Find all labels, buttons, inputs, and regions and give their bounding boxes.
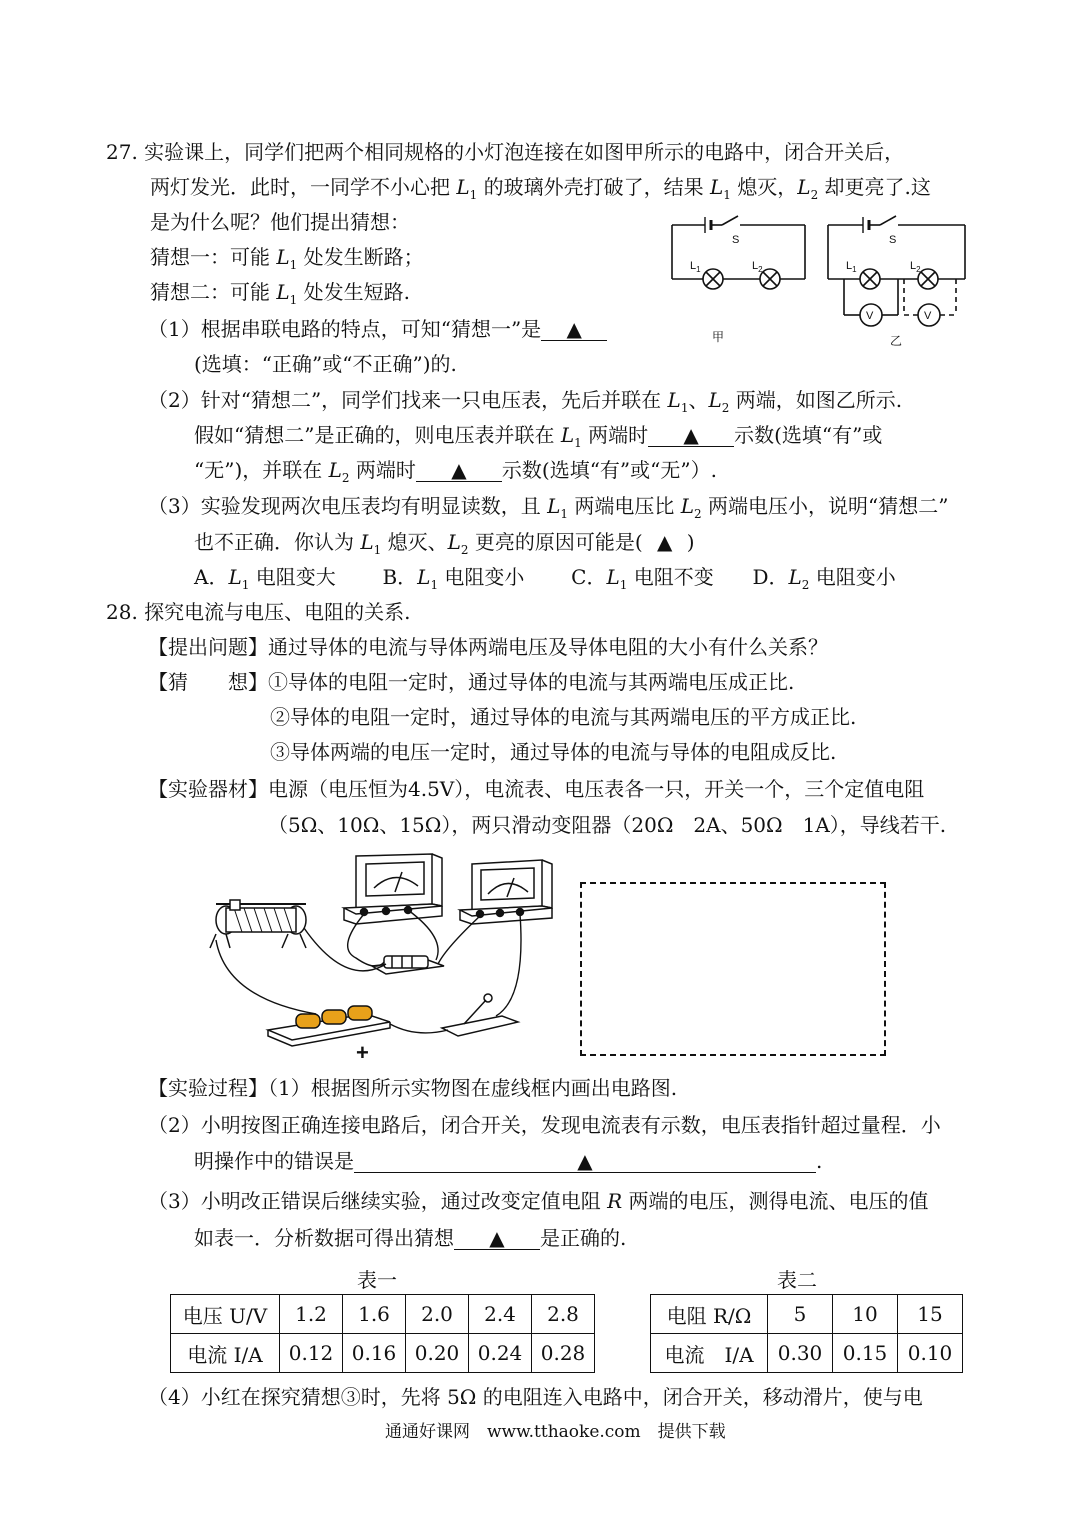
option-c[interactable] xyxy=(571,565,714,592)
var-L: L xyxy=(228,565,242,589)
var-L: L xyxy=(680,494,695,518)
battery-plus-sign: + xyxy=(356,1040,369,1064)
voltmeter-device xyxy=(344,854,442,924)
var-L: L xyxy=(447,530,461,554)
q28-proc3a xyxy=(148,1187,929,1215)
sub-1: 1 xyxy=(289,293,298,307)
switch-label-yi: S xyxy=(889,234,897,246)
table1-caption: 表一 xyxy=(357,1268,397,1292)
ask-tag: 【提出问题】 xyxy=(148,635,268,659)
part2-text-f: 示数(选填“有”或 xyxy=(734,423,883,447)
part2-text-e: 两端时 xyxy=(581,423,649,447)
proc-text-3b: 两端的电压，测得电流、电压的值 xyxy=(622,1189,929,1213)
var-L: L xyxy=(708,388,722,412)
q28-proc3c xyxy=(194,1224,626,1252)
guess-1: ①导体的电阻一定时，通过导体的电流与其两端电压成正比. xyxy=(268,670,795,694)
guess-3: ③导体两端的电压一定时，通过导体的电流与导体的电阻成反比. xyxy=(270,740,837,764)
part3-text-f: 更亮的原因可能是( xyxy=(468,530,643,554)
q27-part1-note: (选填：“正确”或“不正确”)的. xyxy=(194,352,457,376)
q27-intro2b: 的玻璃外壳打破了，结果 xyxy=(477,175,710,199)
table-cell: 0.24 xyxy=(469,1334,532,1373)
table2-caption: 表二 xyxy=(777,1268,817,1292)
sub-2: 2 xyxy=(341,471,350,485)
table-header-cell: 电流 I/A xyxy=(171,1334,280,1373)
guess2-text-a: 猜想二：可能 xyxy=(150,280,277,304)
q28-number: 28. xyxy=(106,600,138,624)
part3-text-d: 也不正确．你认为 xyxy=(194,530,361,554)
q27-part3-line2 xyxy=(194,528,695,564)
triangle-marker: ▲ xyxy=(577,1149,593,1173)
lamp-l2-jia-sub: 2 xyxy=(758,265,763,274)
sub-1: 1 xyxy=(574,436,582,450)
lamp-label-l1-jia xyxy=(690,260,701,274)
option-d-letter: D． xyxy=(752,565,789,589)
table-cell: 1.2 xyxy=(280,1295,343,1334)
lamp-label-l2-jia xyxy=(752,260,763,274)
part3-text-c: 两端电压小，说明“猜想二” xyxy=(701,494,949,518)
q27-part2-line3 xyxy=(194,456,717,492)
part2-text-a: （2）针对“猜想二”，同学们找来一只电压表，先后并联在 xyxy=(148,388,668,412)
option-b[interactable] xyxy=(382,565,525,592)
table-row xyxy=(651,1334,963,1373)
figure-yi-label: 乙 xyxy=(890,334,903,348)
sub-1: 1 xyxy=(723,188,731,202)
proc-text-3c: 如表一．分析数据可得出猜想 xyxy=(194,1226,454,1250)
proc-text-2b: 明操作中的错误是 xyxy=(194,1149,354,1173)
switch-device xyxy=(442,994,518,1036)
var-L: L xyxy=(560,423,575,447)
figure-jia-label: 甲 xyxy=(712,330,725,344)
q27-part2-line2 xyxy=(194,421,882,457)
circuit-jia xyxy=(672,216,805,289)
option-c-letter: C． xyxy=(571,565,607,589)
proc-tag: 【实验过程】 xyxy=(148,1076,268,1100)
equip-tag: 【实验器材】 xyxy=(148,777,268,801)
var-L: L xyxy=(606,565,620,589)
rheostat-device xyxy=(210,900,306,948)
answer-blank-3[interactable] xyxy=(416,459,502,482)
var-L: L xyxy=(360,530,374,554)
sub-1: 1 xyxy=(430,578,439,592)
triangle-marker: ▲ xyxy=(566,317,582,341)
q27-part1 xyxy=(148,315,607,343)
lamp-l1-yi-letter: L xyxy=(846,260,853,272)
part3-text-b: 两端电压比 xyxy=(568,494,681,518)
lamp-l2-jia-letter: L xyxy=(752,260,759,272)
table-cell: 0.20 xyxy=(406,1334,469,1373)
triangle-marker: ▲ xyxy=(683,423,699,447)
sub-1: 1 xyxy=(469,188,478,202)
sub-2: 2 xyxy=(801,578,810,592)
answer-blank-guess[interactable] xyxy=(454,1227,540,1250)
proc-text-3a: （3）小明改正错误后继续实验，通过改变定值电阻 xyxy=(148,1189,608,1213)
guess1-text-b: 处发生断路； xyxy=(297,245,424,269)
part2-text-i: 示数(选填“有”或“无”）. xyxy=(501,458,717,482)
part2-text-g: “无”)，并联在 xyxy=(194,458,329,482)
q28-ask xyxy=(148,633,828,661)
option-b-text: 电阻变小 xyxy=(438,565,525,589)
sub-2: 2 xyxy=(460,543,469,557)
var-L: L xyxy=(328,458,342,482)
q28-title-line xyxy=(106,598,411,626)
option-c-text: 电阻不变 xyxy=(627,565,714,589)
voltmeter-label-1: V xyxy=(866,310,874,322)
circuit-drawing-area[interactable] xyxy=(580,882,886,1056)
table-cell: 10 xyxy=(833,1295,898,1334)
option-d-text: 电阻变小 xyxy=(809,565,896,589)
part3-text-g: ) xyxy=(686,530,695,554)
proc-text-4: （4）小红在探究猜想③时，先将 5Ω 的电阻连入电路中，闭合开关，移动滑片，使与电 xyxy=(148,1385,923,1409)
proc-text-3d: 是正确的. xyxy=(540,1226,627,1250)
lamp-l1-yi-sub: 1 xyxy=(852,265,857,274)
q27-guess2 xyxy=(150,278,410,314)
lamp-label-l2-yi xyxy=(910,260,921,274)
lamp-l1-jia-sub: 1 xyxy=(696,265,701,274)
table-row xyxy=(171,1334,595,1373)
table-header-cell: 电阻 R/Ω xyxy=(651,1295,768,1334)
guess1-text-a: 猜想一：可能 xyxy=(150,245,277,269)
var-L: L xyxy=(276,245,290,269)
var-L: L xyxy=(456,175,470,199)
q27-number: 27. xyxy=(106,140,138,164)
table-cell: 0.30 xyxy=(768,1334,833,1373)
var-L: L xyxy=(797,175,811,199)
option-a-text: 电阻变大 xyxy=(249,565,336,589)
part2-text-d: 假如“猜想二”是正确的，则电压表并联在 xyxy=(194,423,561,447)
triangle-marker: ▲ xyxy=(657,530,673,554)
q27-intro2a: 两灯发光．此时，一同学不小心把 xyxy=(150,175,457,199)
lamp-label-l1-yi xyxy=(846,260,857,274)
guess-tag: 【猜 想】 xyxy=(148,670,268,694)
table-cell: 0.16 xyxy=(343,1334,406,1373)
part2-text-b: 、 xyxy=(688,388,709,412)
q28-proc1 xyxy=(148,1074,677,1102)
sub-2: 2 xyxy=(810,188,819,202)
switch-label-jia: S xyxy=(732,234,740,246)
q28-equip xyxy=(148,775,924,803)
q27-part2-line1 xyxy=(148,386,902,422)
voltmeter-label-2: V xyxy=(924,310,932,322)
battery-holder xyxy=(268,1006,390,1046)
table-cell: 0.12 xyxy=(280,1334,343,1373)
q27-part3-line1 xyxy=(148,492,948,528)
triangle-marker: ▲ xyxy=(489,1226,505,1250)
equip-text-1: 电源（电压恒为4.5V），电流表、电压表各一只，开关一个，三个定值电阻 xyxy=(268,777,925,801)
part2-text-c: 两端，如图乙所示. xyxy=(729,388,903,412)
q27-guess1 xyxy=(150,243,424,279)
q27-intro1: 实验课上，同学们把两个相同规格的小灯泡连接在如图甲所示的电路中，闭合开关后， xyxy=(144,140,905,164)
table-cell: 2.0 xyxy=(406,1295,469,1334)
table-cell: 2.8 xyxy=(532,1295,595,1334)
answer-blank-error[interactable] xyxy=(354,1150,816,1173)
table-row xyxy=(171,1295,595,1334)
table-cell: 15 xyxy=(898,1295,963,1334)
var-L: L xyxy=(667,388,681,412)
lamp-l2-yi-sub: 2 xyxy=(916,265,921,274)
proc-text-1: （1）根据图所示实物图在虚线框内画出电路图. xyxy=(268,1076,678,1100)
q27-line1 xyxy=(106,138,904,166)
equip-text-2: （5Ω、10Ω、15Ω），两只滑动变阻器（20Ω 2A、50Ω 1A），导线若干. xyxy=(268,813,947,837)
table-cell: 2.4 xyxy=(469,1295,532,1334)
sub-1: 1 xyxy=(680,401,689,415)
q27-options xyxy=(194,563,896,599)
table-header-cell: 电流 I/A xyxy=(651,1334,768,1373)
table2 xyxy=(650,1294,963,1373)
guess2-text-b: 处发生短路. xyxy=(297,280,410,304)
q28-guess xyxy=(148,668,794,696)
table-row xyxy=(651,1295,963,1334)
var-L: L xyxy=(547,494,561,518)
part3-text-e: 熄灭、 xyxy=(381,530,448,554)
ask-text: 通过导体的电流与导体两端电压及导体电阻的大小有什么关系？ xyxy=(268,635,828,659)
lamp-l2-yi-letter: L xyxy=(910,260,917,272)
lamp-l1-jia-letter: L xyxy=(690,260,697,272)
circuit-figures xyxy=(660,205,980,355)
option-a-letter: A． xyxy=(194,565,229,589)
sub-1: 1 xyxy=(619,578,628,592)
part2-text-h: 两端时 xyxy=(349,458,416,482)
sub-1: 1 xyxy=(289,258,298,272)
q27-line2 xyxy=(150,173,931,209)
sub-1: 1 xyxy=(241,578,250,592)
proc-text-2a: （2）小明按图正确连接电路后，闭合开关，发现电流表有示数，电压表指针超过量程．小 xyxy=(148,1113,941,1137)
table-cell: 5 xyxy=(768,1295,833,1334)
sub-1: 1 xyxy=(373,543,382,557)
table-cell: 1.6 xyxy=(343,1295,406,1334)
sub-2: 2 xyxy=(694,507,702,521)
var-L: L xyxy=(788,565,802,589)
proc-text-2c: . xyxy=(816,1149,823,1173)
part3-text-a: （3）实验发现两次电压表均有明显读数，且 xyxy=(148,494,548,518)
q28-proc2b xyxy=(194,1147,822,1175)
sub-1: 1 xyxy=(560,507,569,521)
part1-text: （1）根据串联电路的特点，可知“猜想一”是 xyxy=(148,317,542,341)
answer-blank-1[interactable] xyxy=(541,318,607,341)
var-L: L xyxy=(276,280,290,304)
table-cell: 0.28 xyxy=(532,1334,595,1373)
answer-blank-2[interactable] xyxy=(648,424,734,447)
var-R: R xyxy=(607,1189,623,1213)
table-cell: 0.15 xyxy=(833,1334,898,1373)
option-d[interactable] xyxy=(752,565,896,592)
var-L: L xyxy=(417,565,431,589)
option-b-letter: B． xyxy=(382,565,418,589)
q27-intro2c: 熄灭， xyxy=(730,175,798,199)
var-L: L xyxy=(710,175,724,199)
table-cell: 0.10 xyxy=(898,1334,963,1373)
ammeter-device xyxy=(460,860,552,924)
page-footer: 通通好课网 www.tthaoke.com 提供下载 xyxy=(385,1422,726,1442)
guess-2: ②导体的电阻一定时，通过导体的电流与其两端电压的平方成正比. xyxy=(270,705,857,729)
q28-title: 探究电流与电压、电阻的关系. xyxy=(144,600,411,624)
q27-intro3: 是为什么呢？他们提出猜想： xyxy=(150,210,410,234)
triangle-marker: ▲ xyxy=(451,458,467,482)
option-a[interactable] xyxy=(194,565,336,592)
apparatus-illustration xyxy=(196,848,576,1064)
table-header-cell: 电压 U/V xyxy=(171,1295,280,1334)
sub-2: 2 xyxy=(721,401,730,415)
answer-choice-slot[interactable] xyxy=(643,528,687,556)
table1 xyxy=(170,1294,595,1373)
q27-intro2d: 却更亮了.这 xyxy=(818,175,931,199)
